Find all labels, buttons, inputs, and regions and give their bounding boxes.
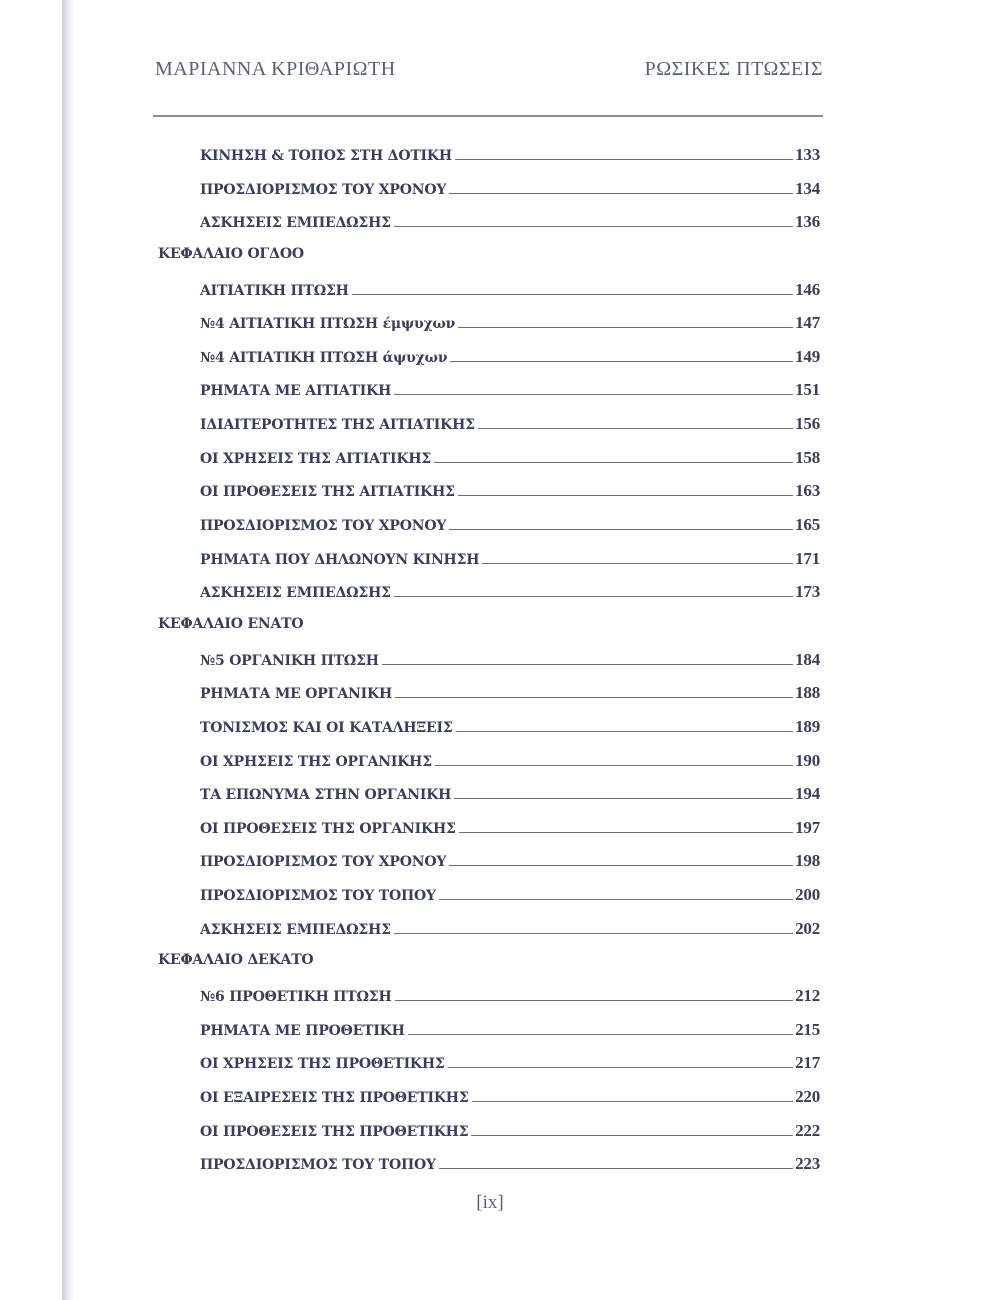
toc-entry-title: №6 ΠΡΟΘΕΤΙΚΗ ΠΤΩΣΗ bbox=[200, 989, 392, 1006]
toc-leader-line bbox=[435, 764, 793, 766]
toc-entry-row bbox=[200, 851, 820, 871]
toc-leader-line bbox=[455, 158, 793, 160]
toc-entry-row bbox=[200, 481, 820, 501]
toc-entry-title: ΡΗΜΑΤΑ ΠΟΥ ΔΗΛΩΝΟΥΝ ΚΙΝΗΣΗ bbox=[200, 551, 480, 568]
toc-entry-row bbox=[200, 380, 820, 400]
toc-entry bbox=[0, 408, 1000, 442]
toc-leader-line bbox=[478, 427, 793, 429]
toc-entry-title: ΤΟΝΙΣΜΟΣ ΚΑΙ ΟΙ ΚΑΤΑΛΗΞΕΙΣ bbox=[200, 719, 453, 736]
toc-entry-title: ΠΡΟΣΔΙΟΡΙΣΜΟΣ ΤΟΥ ΤΟΠΟΥ bbox=[200, 1157, 436, 1174]
toc-entry bbox=[0, 442, 1000, 476]
toc-entry-row bbox=[200, 145, 820, 165]
toc-entry bbox=[0, 543, 1000, 577]
toc-leader-line bbox=[482, 562, 793, 564]
toc-leader-line bbox=[434, 461, 793, 463]
toc-leader-line bbox=[352, 293, 793, 295]
toc-entry-row bbox=[200, 549, 820, 569]
toc-entry bbox=[0, 274, 1000, 308]
toc-entry bbox=[0, 341, 1000, 375]
toc-entry-title: ΠΡΟΣΔΙΟΡΙΣΜΟΣ ΤΟΥ ΤΟΠΟΥ bbox=[200, 888, 436, 905]
toc-page-number: 194 bbox=[795, 784, 820, 804]
toc-entry-row bbox=[200, 751, 820, 771]
toc-entry bbox=[0, 644, 1000, 678]
toc-entry-row bbox=[200, 717, 820, 737]
header-rule bbox=[153, 115, 823, 117]
header-author: ΜΑΡΙΑΝΝΑ ΚΡΙΘΑΡΙΩΤΗ bbox=[155, 58, 396, 80]
toc-leader-line bbox=[394, 393, 793, 395]
toc-chapter-heading bbox=[0, 610, 1000, 644]
toc-leader-line bbox=[471, 1134, 793, 1136]
toc-entry-title: ΠΡΟΣΔΙΟΡΙΣΜΟΣ ΤΟΥ ΧΡΟΝΟΥ bbox=[200, 854, 447, 871]
toc-entry bbox=[0, 475, 1000, 509]
toc-entry-title: №5 ΟΡΓΑΝΙΚΗ ΠΤΩΣΗ bbox=[200, 652, 379, 669]
toc-entry-title: ΟΙ ΠΡΟΘΕΣΕΙΣ ΤΗΣ ΠΡΟΘΕΤΙΚΗΣ bbox=[200, 1123, 469, 1140]
toc-page-number: 163 bbox=[795, 481, 820, 501]
toc-entry bbox=[0, 1115, 1000, 1149]
toc-leader-line bbox=[394, 225, 793, 227]
toc-entry-title: ΤΑ ΕΠΩΝΥΜΑ ΣΤΗΝ ΟΡΓΑΝΙΚΗ bbox=[200, 787, 452, 804]
toc-entry bbox=[0, 677, 1000, 711]
toc-page-number: 188 bbox=[795, 683, 820, 703]
toc-leader-line bbox=[439, 898, 793, 900]
toc-entry-row bbox=[200, 1087, 820, 1107]
chapter-title: ΚΕΦΑΛΑΙΟ ΕΝΑΤΟ bbox=[158, 615, 304, 632]
toc-page-number: 156 bbox=[795, 414, 820, 434]
toc-entry-row bbox=[200, 448, 820, 468]
toc-entry bbox=[0, 1081, 1000, 1115]
toc-entry-row bbox=[200, 986, 820, 1006]
toc-entry-title: ΠΡΟΣΔΙΟΡΙΣΜΟΣ ΤΟΥ ΧΡΟΝΟΥ bbox=[200, 518, 447, 535]
toc-entry-title: ΡΗΜΑΤΑ ΜΕ ΟΡΓΑΝΙΚΗ bbox=[200, 686, 392, 703]
toc-entry-title: ΟΙ ΠΡΟΘΕΣΕΙΣ ΤΗΣ ΑΙΤΙΑΤΙΚΗΣ bbox=[200, 484, 455, 501]
toc-entry bbox=[0, 913, 1000, 947]
toc-page-number: 184 bbox=[795, 649, 820, 669]
running-header bbox=[155, 58, 823, 94]
toc-entry-title: ΑΣΚΗΣΕΙΣ ΕΜΠΕΔΩΣΗΣ bbox=[200, 585, 391, 602]
toc-entry-title: №4 ΑΙΤΙΑΤΙΚΗ ΠΤΩΣΗ έμψυχων bbox=[200, 316, 456, 333]
toc-entry-title: ΟΙ ΧΡΗΣΕΙΣ ΤΗΣ ΠΡΟΘΕΤΙΚΗΣ bbox=[200, 1056, 445, 1073]
toc-entry-row bbox=[200, 414, 820, 434]
toc-page-number: 173 bbox=[795, 582, 820, 602]
toc-entry bbox=[0, 374, 1000, 408]
toc-entry-row bbox=[200, 1154, 820, 1174]
toc-entry-row bbox=[200, 515, 820, 535]
toc-entry-row bbox=[200, 347, 820, 367]
toc-page-number: 220 bbox=[795, 1086, 820, 1106]
toc-entry-row bbox=[200, 1053, 820, 1073]
toc-leader-line bbox=[449, 528, 793, 530]
toc-page-number: 165 bbox=[795, 515, 820, 535]
toc-page-number: 158 bbox=[795, 447, 820, 467]
toc-page-number: 147 bbox=[795, 313, 820, 333]
toc-leader-line bbox=[395, 999, 794, 1001]
toc-leader-line bbox=[394, 595, 793, 597]
toc-entry bbox=[0, 509, 1000, 543]
header-book-title: ΡΩΣΙΚΕΣ ΠΤΩΣΕΙΣ bbox=[644, 58, 823, 80]
toc-page-number: 197 bbox=[795, 817, 820, 837]
toc-leader-line bbox=[448, 1066, 793, 1068]
toc-page-number: 215 bbox=[795, 1019, 820, 1039]
toc-page-number: 189 bbox=[795, 716, 820, 736]
toc-entry bbox=[0, 745, 1000, 779]
toc-entry-row bbox=[200, 784, 820, 804]
toc-entry bbox=[0, 980, 1000, 1014]
toc-entry-row bbox=[200, 818, 820, 838]
toc-page-number: 136 bbox=[795, 212, 820, 232]
toc-entry-row bbox=[200, 1020, 820, 1040]
toc-entry-row bbox=[200, 919, 820, 939]
toc-leader-line bbox=[394, 932, 793, 934]
toc-entry-title: №4 ΑΙΤΙΑΤΙΚΗ ΠΤΩΣΗ άψυχων bbox=[200, 349, 448, 366]
toc-page-number: 146 bbox=[795, 279, 820, 299]
toc-leader-line bbox=[408, 1033, 793, 1035]
toc-entry bbox=[0, 812, 1000, 846]
toc-page-number: 190 bbox=[795, 750, 820, 770]
toc-page-number: 222 bbox=[795, 1120, 820, 1140]
table-of-contents bbox=[0, 139, 1000, 1182]
toc-leader-line bbox=[472, 1100, 794, 1102]
toc-entry bbox=[0, 307, 1000, 341]
toc-entry-title: ΟΙ ΧΡΗΣΕΙΣ ΤΗΣ ΑΙΤΙΑΤΙΚΗΣ bbox=[200, 450, 432, 467]
toc-entry-title: ΟΙ ΕΞΑΙΡΕΣΕΙΣ ΤΗΣ ΠΡΟΘΕΤΙΚΗΣ bbox=[200, 1089, 469, 1106]
toc-entry bbox=[0, 1014, 1000, 1048]
toc-entry-title: ΙΔΙΑΙΤΕΡΟΤΗΤΕΣ ΤΗΣ ΑΙΤΙΑΤΙΚΗΣ bbox=[200, 417, 475, 434]
toc-page-number: 212 bbox=[795, 986, 820, 1006]
toc-chapter-heading bbox=[0, 946, 1000, 980]
toc-leader-line bbox=[456, 730, 794, 732]
toc-leader-line bbox=[459, 831, 793, 833]
toc-page-number: 151 bbox=[795, 380, 820, 400]
toc-entry-title: ΑΣΚΗΣΕΙΣ ΕΜΠΕΔΩΣΗΣ bbox=[200, 215, 391, 232]
toc-entry bbox=[0, 173, 1000, 207]
toc-entry bbox=[0, 139, 1000, 173]
chapter-title: ΚΕΦΑΛΑΙΟ ΔΕΚΑΤΟ bbox=[158, 952, 314, 969]
toc-entry-row bbox=[200, 650, 820, 670]
toc-entry-title: ΡΗΜΑΤΑ ΜΕ ΠΡΟΘΕΤΙΚΗ bbox=[200, 1022, 405, 1039]
toc-leader-line bbox=[458, 326, 793, 328]
toc-entry bbox=[0, 206, 1000, 240]
toc-entry-row bbox=[200, 313, 820, 333]
toc-page-number: 133 bbox=[795, 145, 820, 164]
toc-leader-line bbox=[439, 1167, 793, 1169]
toc-entry-title: ΠΡΟΣΔΙΟΡΙΣΜΟΣ ΤΟΥ ΧΡΟΝΟΥ bbox=[200, 181, 447, 198]
toc-leader-line bbox=[395, 696, 793, 698]
toc-entry-title: ΑΣΚΗΣΕΙΣ ΕΜΠΕΔΩΣΗΣ bbox=[200, 921, 391, 938]
toc-leader-line bbox=[449, 192, 793, 194]
toc-page-number: 171 bbox=[795, 548, 820, 568]
toc-page-number: 134 bbox=[795, 178, 820, 198]
toc-entry-row bbox=[200, 212, 820, 232]
toc-entry-title: ΚΙΝΗΣΗ & ΤΟΠΟΣ ΣΤΗ ΔΟΤΙΚΗ bbox=[200, 148, 452, 164]
toc-entry-row bbox=[200, 179, 820, 199]
toc-page-number: 198 bbox=[795, 851, 820, 871]
toc-leader-line bbox=[449, 864, 793, 866]
toc-leader-line bbox=[382, 663, 793, 665]
toc-entry-title: ΑΙΤΙΑΤΙΚΗ ΠΤΩΣΗ bbox=[200, 282, 349, 299]
toc-entry bbox=[0, 778, 1000, 812]
toc-entry-row bbox=[200, 683, 820, 703]
footer-page-number: [ix] bbox=[476, 1192, 504, 1213]
toc-entry-row bbox=[200, 582, 820, 602]
toc-entry bbox=[0, 1047, 1000, 1081]
toc-entry-row bbox=[200, 1121, 820, 1141]
toc-page-number: 217 bbox=[795, 1053, 820, 1073]
toc-page-number: 223 bbox=[795, 1154, 820, 1174]
toc-leader-line bbox=[454, 797, 793, 799]
toc-entry bbox=[0, 1148, 1000, 1182]
toc-leader-line bbox=[458, 494, 793, 496]
toc-entry-title: ΟΙ ΧΡΗΣΕΙΣ ΤΗΣ ΟΡΓΑΝΙΚΗΣ bbox=[200, 753, 432, 770]
toc-page-number: 200 bbox=[795, 885, 820, 905]
toc-entry bbox=[0, 711, 1000, 745]
toc-entry bbox=[0, 879, 1000, 913]
toc-leader-line bbox=[450, 360, 793, 362]
toc-entry-title: ΟΙ ΠΡΟΘΕΣΕΙΣ ΤΗΣ ΟΡΓΑΝΙΚΗΣ bbox=[200, 820, 456, 837]
toc-entry-row bbox=[200, 280, 820, 300]
toc-entry-title: ΡΗΜΑΤΑ ΜΕ ΑΙΤΙΑΤΙΚΗ bbox=[200, 383, 392, 400]
toc-entry bbox=[0, 845, 1000, 879]
chapter-title: ΚΕΦΑΛΑΙΟ ΟΓΔΟΟ bbox=[158, 245, 304, 262]
toc-entry-row bbox=[200, 885, 820, 905]
toc-chapter-heading bbox=[0, 240, 1000, 274]
toc-entry bbox=[0, 576, 1000, 610]
toc-page-number: 202 bbox=[795, 918, 820, 938]
toc-page-number: 149 bbox=[795, 346, 820, 366]
